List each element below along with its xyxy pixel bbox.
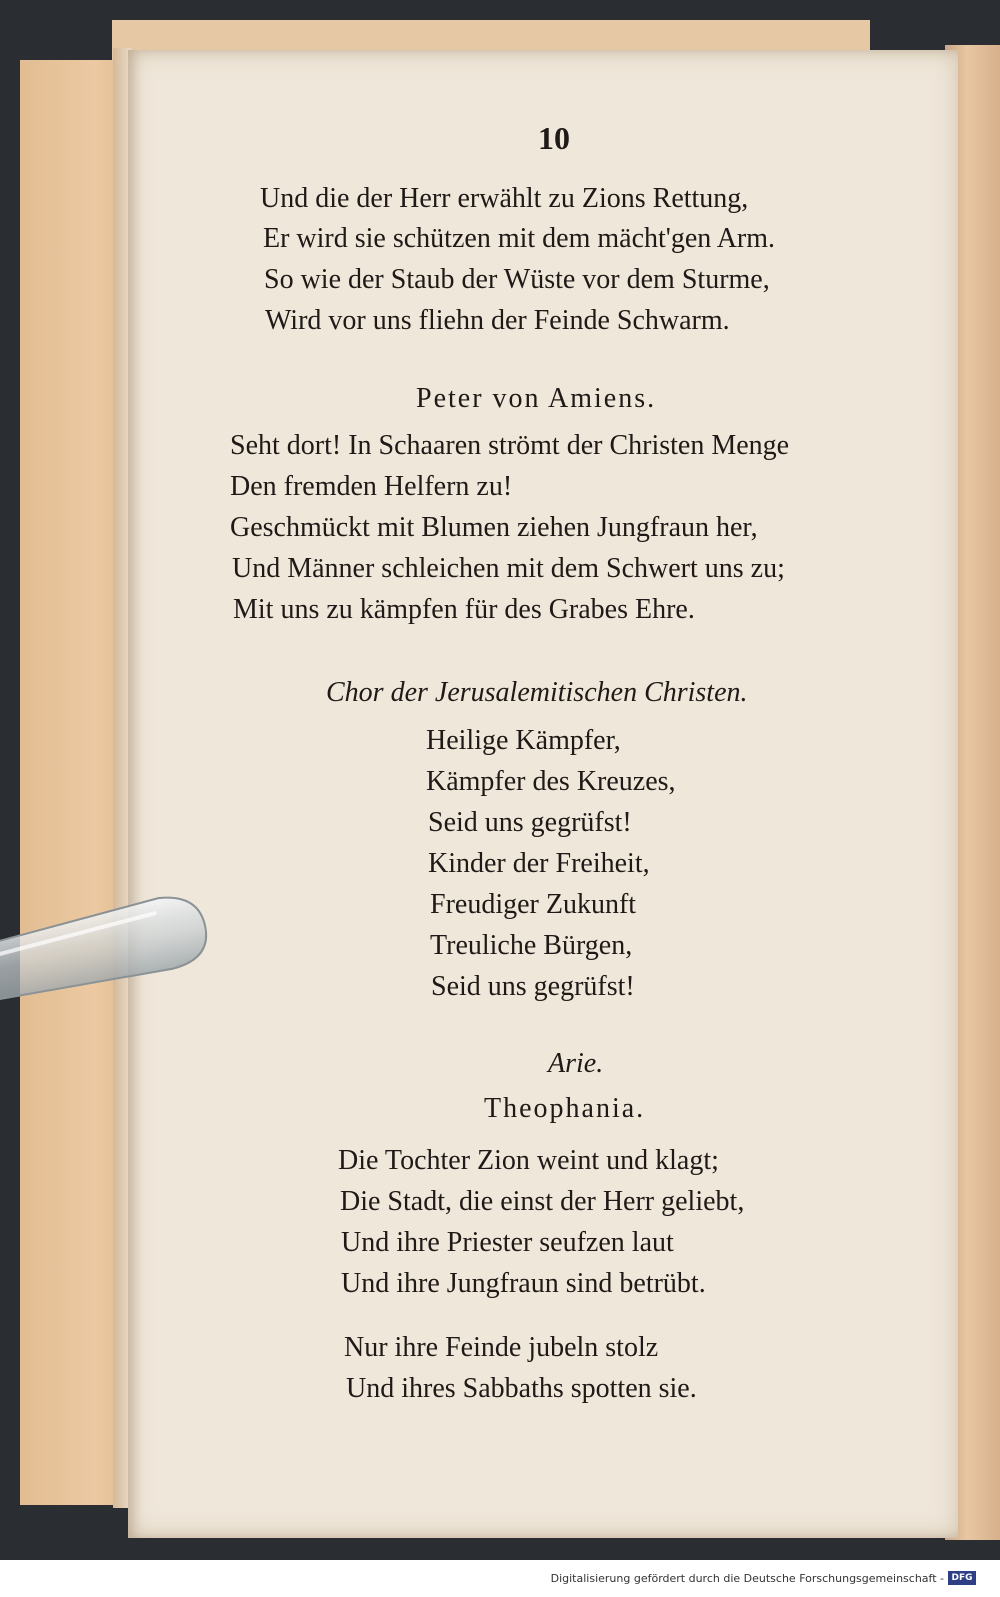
book-page bbox=[128, 50, 958, 1538]
verse-line: Die Stadt, die einst der Herr geliebt, bbox=[340, 1186, 745, 1217]
verse-line: Geschmückt mit Blumen ziehen Jungfraun her, bbox=[230, 512, 758, 543]
verse-line: Wird vor uns fliehn der Feinde Schwarm. bbox=[265, 305, 730, 336]
aria-heading: Arie. bbox=[548, 1048, 604, 1079]
verse-line: Mit uns zu kämpfen für des Grabes Ehre. bbox=[233, 594, 695, 625]
speaker-heading: Theophania. bbox=[484, 1093, 646, 1124]
verse-line: Seht dort! In Schaaren strömt der Christen Menge bbox=[230, 430, 790, 461]
verse-line: Kinder der Freiheit, bbox=[428, 848, 650, 879]
verse-line: Und die der Herr erwählt zu Zions Rettung, bbox=[260, 183, 749, 214]
chorus-heading: Chor der Jerusalemitischen Christen. bbox=[326, 677, 748, 708]
verse-line: Heilige Kämpfer, bbox=[426, 725, 621, 756]
verse-line: Und ihre Priester seufzen laut bbox=[341, 1227, 674, 1258]
verse-line: Treuliche Bürgen, bbox=[430, 930, 633, 961]
verse-line: Nur ihre Feinde jubeln stolz bbox=[344, 1332, 659, 1363]
page-number: 10 bbox=[538, 120, 570, 156]
verse-line: Und Männer schleichen mit dem Schwert uns zu; bbox=[232, 553, 785, 584]
verse-line: So wie der Staub der Wüste vor dem Sturme, bbox=[264, 264, 770, 295]
footer-credit: Digitalisierung gefördert durch die Deutsche Forschungsgemeinschaft - bbox=[550, 1572, 944, 1585]
dfg-logo: DFG bbox=[948, 1571, 976, 1585]
verse-line: Freudiger Zukunft bbox=[430, 889, 637, 920]
verse-line: Die Tochter Zion weint und klagt; bbox=[338, 1145, 719, 1176]
verse-line: Den fremden Helfern zu! bbox=[230, 471, 513, 502]
verse-line: Und ihre Jungfraun sind betrübt. bbox=[341, 1268, 706, 1299]
verse-line: Und ihres Sabbaths spotten sie. bbox=[346, 1373, 697, 1404]
footer-bar bbox=[0, 1560, 1000, 1597]
speaker-heading: Peter von Amiens. bbox=[416, 383, 657, 414]
verse-line: Er wird sie schützen mit dem mächt'gen Arm. bbox=[263, 223, 776, 254]
verse-line: Kämpfer des Kreuzes, bbox=[426, 766, 676, 797]
verse-line: Seid uns gegrüfst! bbox=[428, 807, 632, 838]
verse-line: Seid uns gegrüfst! bbox=[431, 971, 635, 1002]
